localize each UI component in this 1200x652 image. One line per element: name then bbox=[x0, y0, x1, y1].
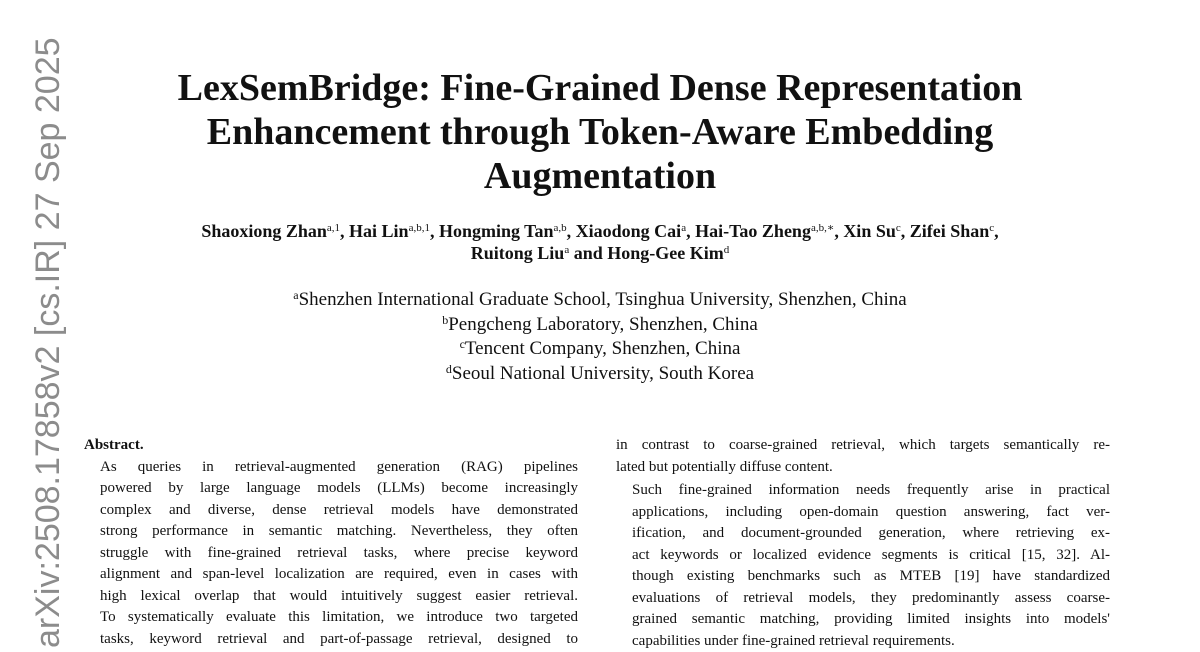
left-column bbox=[84, 435, 578, 650]
text-line: tasks, keyword retrieval and part-of-passage retrieval, designed to bbox=[84, 629, 578, 651]
text-line: ification, and document-grounded generation, where retrieving ex- bbox=[616, 523, 1110, 545]
right-column bbox=[616, 435, 1110, 652]
text-line: capabilities under fine-grained retrieval requirements. bbox=[616, 631, 1110, 652]
text-line: powered by large language models (LLMs) become increasingly bbox=[84, 478, 578, 500]
text-line: though existing benchmarks such as MTEB [19] have standardized bbox=[616, 566, 1110, 588]
affiliation-list bbox=[100, 288, 1100, 386]
author-name: Shaoxiong Zhan bbox=[201, 221, 327, 241]
author-affiliation-mark: a bbox=[681, 222, 686, 234]
affiliation-text: Pengcheng Laboratory, Shenzhen, China bbox=[448, 314, 758, 335]
affiliation bbox=[100, 313, 1100, 338]
author-separator: , bbox=[834, 221, 843, 241]
title-line: Augmentation bbox=[80, 154, 1120, 198]
author-name: Zifei Shan bbox=[910, 221, 990, 241]
author-line bbox=[60, 242, 1140, 264]
author-separator: , bbox=[901, 221, 910, 241]
author-affiliation-mark: a,b,1 bbox=[409, 222, 430, 234]
title-line: LexSemBridge: Fine-Grained Dense Representation bbox=[80, 66, 1120, 110]
abstract-paragraph bbox=[84, 457, 578, 651]
author-affiliation-mark: a,1 bbox=[327, 222, 340, 234]
affiliation-mark: c bbox=[460, 337, 465, 351]
author-affiliation-mark: c bbox=[896, 222, 901, 234]
title-line: Enhancement through Token-Aware Embedding bbox=[80, 110, 1120, 154]
affiliation bbox=[100, 288, 1100, 313]
affiliation-mark: b bbox=[442, 313, 448, 327]
text-line: To systematically evaluate this limitation, we introduce two targeted bbox=[84, 607, 578, 629]
body-paragraph bbox=[616, 480, 1110, 652]
author-separator: , bbox=[567, 221, 576, 241]
author-affiliation-mark: a,b bbox=[554, 222, 567, 234]
text-line: struggle with fine-grained retrieval tasks, where precise keyword bbox=[84, 543, 578, 565]
affiliation-mark: d bbox=[446, 362, 452, 376]
text-line: evaluations of retrieval models, they predominantly assess coarse- bbox=[616, 588, 1110, 610]
text-line: act keywords or localized evidence segments is critical [15, 32]. Al- bbox=[616, 545, 1110, 567]
author-name: Xin Su bbox=[843, 221, 896, 241]
text-line: in contrast to coarse-grained retrieval, which targets semantically re- bbox=[616, 435, 1110, 457]
author-name: Ruitong Liu bbox=[471, 243, 565, 263]
text-line: As queries in retrieval-augmented generation (RAG) pipelines bbox=[84, 457, 578, 479]
author-affiliation-mark: d bbox=[724, 244, 730, 256]
paper-title bbox=[80, 66, 1120, 198]
affiliation-mark: a bbox=[293, 288, 298, 302]
affiliation-text: Shenzhen International Graduate School, Tsinghua University, Shenzhen, China bbox=[299, 289, 907, 310]
author-name: Hongming Tan bbox=[439, 221, 554, 241]
author-affiliation-mark: c bbox=[989, 222, 994, 234]
text-line: strong performance in semantic matching. Nevertheless, they often bbox=[84, 521, 578, 543]
body-paragraph bbox=[616, 435, 1110, 478]
text-line: complex and diverse, dense retrieval models have demonstrated bbox=[84, 500, 578, 522]
affiliation-text: Tencent Company, Shenzhen, China bbox=[465, 338, 741, 359]
author-separator: , bbox=[994, 221, 999, 241]
affiliation-text: Seoul National University, South Korea bbox=[452, 363, 754, 384]
affiliation bbox=[100, 362, 1100, 387]
arxiv-identifier-stamp: arXiv:2508.17858v2 [cs.IR] 27 Sep 2025 bbox=[28, 37, 68, 648]
abstract-heading: Abstract. bbox=[84, 435, 578, 457]
author-line bbox=[60, 220, 1140, 242]
author-separator: and bbox=[569, 243, 607, 263]
text-line: high lexical overlap that would intuitively suggest easier retrieval. bbox=[84, 586, 578, 608]
author-separator: , bbox=[340, 221, 349, 241]
author-affiliation-mark: a bbox=[564, 244, 569, 256]
author-name: Hong-Gee Kim bbox=[607, 243, 723, 263]
author-list bbox=[60, 220, 1140, 264]
author-name: Xiaodong Cai bbox=[576, 221, 682, 241]
author-separator: , bbox=[686, 221, 695, 241]
author-affiliation-mark: a,b,∗ bbox=[811, 222, 834, 234]
author-name: Hai-Tao Zheng bbox=[695, 221, 811, 241]
text-line: grained semantic matching, providing limited insights into models' bbox=[616, 609, 1110, 631]
text-line: Such fine-grained information needs frequently arise in practical bbox=[616, 480, 1110, 502]
text-line: lated but potentially diffuse content. bbox=[616, 457, 1110, 479]
affiliation bbox=[100, 337, 1100, 362]
text-line: alignment and span-level localization are required, even in cases with bbox=[84, 564, 578, 586]
text-line: applications, including open-domain question answering, fact ver- bbox=[616, 502, 1110, 524]
author-name: Hai Lin bbox=[349, 221, 409, 241]
author-separator: , bbox=[430, 221, 439, 241]
